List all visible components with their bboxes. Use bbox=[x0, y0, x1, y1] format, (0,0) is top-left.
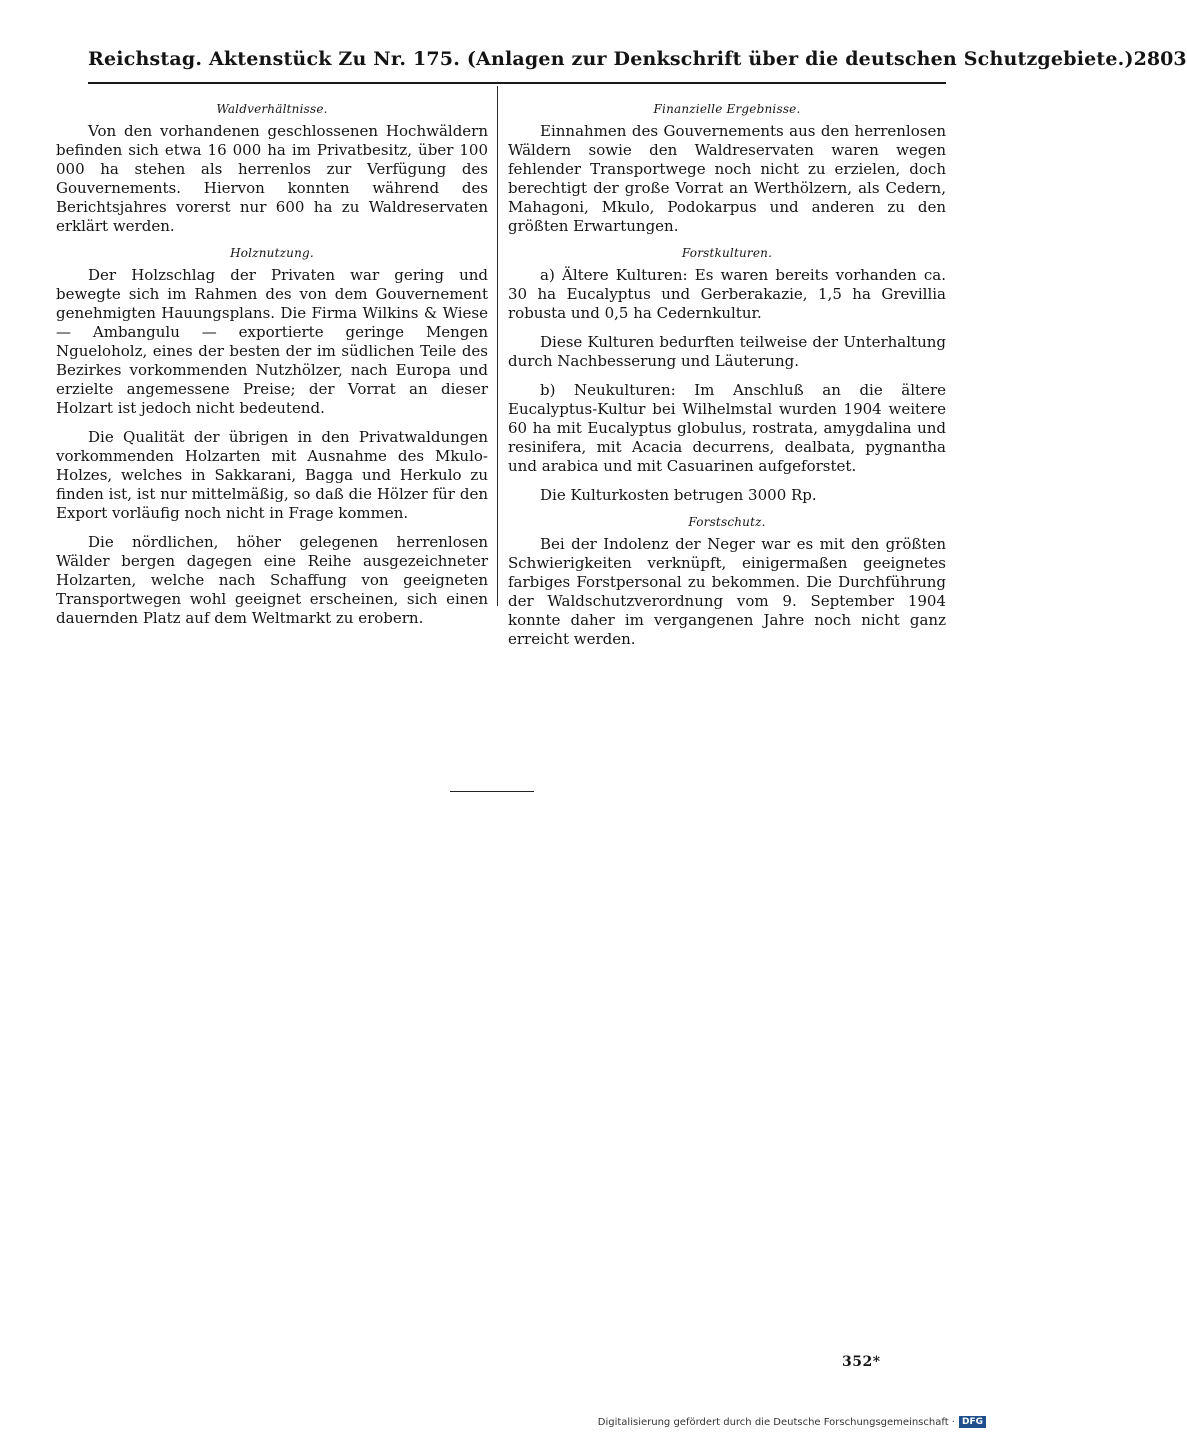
page-number: 2803 bbox=[1133, 48, 1187, 70]
paragraph: Die Kulturkosten betrugen 3000 Rp. bbox=[540, 486, 817, 504]
column-divider bbox=[497, 86, 498, 606]
section-heading-holznutzung: Holznutzung. bbox=[230, 246, 314, 260]
running-header bbox=[88, 48, 1187, 84]
paragraph: Von den vorhandenen geschlossenen Hochwäldern befinden sich etwa 16 000 ha im Privatbesitz, über 100 000 ha stehen als herrenlos zur Verfügung des Gouvernements. Hiervon konnten während des Berichtsjahres vorerst nur 600 ha zu Waldreservaten erklärt werden. bbox=[56, 122, 488, 235]
paragraph: Die Qualität der übrigen in den Privatwaldungen vorkommenden Holzarten mit Ausnahme des Mkulo-Holzes, welches in Sakkarani, Bagga und Herkulo zu finden ist, ist nur mittelmäßig, so daß die Hölzer für den Export vorläufig noch nicht in Frage kommen. bbox=[56, 428, 488, 522]
sheet-mark: 352* bbox=[842, 1354, 881, 1370]
section-heading-waldverhaeltnisse: Waldverhältnisse. bbox=[216, 102, 328, 116]
right-column bbox=[508, 98, 946, 659]
paragraph: Diese Kulturen bedurften teilweise der Unterhaltung durch Nachbesserung und Läuterung. bbox=[508, 333, 946, 370]
paragraph: a) Ältere Kulturen: Es waren bereits vorhanden ca. 30 ha Eucalyptus und Gerberakazie, 1,5 ha Grevillia robusta und 0,5 ha Cedernkultur. bbox=[508, 266, 946, 322]
left-column bbox=[56, 98, 488, 638]
section-heading-forstschutz: Forstschutz. bbox=[688, 515, 766, 529]
paragraph: Der Holzschlag der Privaten war gering und bewegte sich im Rahmen des von dem Gouvernement genehmigten Hauungsplans. Die Firma Wilkins & Wiese — Ambangulu — exportierte geringe Mengen Ngueloholz, eines der besten der im südlichen Teile des Bezirkes vorkommenden Nutzhölzer, nach Europa und erzielte angemessene Preise; der Vorrat an dieser Holzart ist jedoch nicht bedeutend. bbox=[56, 266, 488, 417]
paragraph: Die nördlichen, höher gelegenen herrenlosen Wälder bergen dagegen eine Reihe ausgezeichneter Holzarten, welche nach Schaffung von geeigneten Transportwegen wohl geeignet erscheinen, sich einen dauernden Platz auf dem Weltmarkt zu erobern. bbox=[56, 533, 488, 627]
section-heading-forstkulturen: Forstkulturen. bbox=[681, 246, 773, 260]
digitization-credit bbox=[598, 1416, 986, 1428]
section-heading-finanzielle-ergebnisse: Finanzielle Ergebnisse. bbox=[653, 102, 801, 116]
paragraph: Einnahmen des Gouvernements aus den herrenlosen Wäldern sowie den Waldreservaten waren wegen fehlender Transportwege noch nicht zu erzielen, doch berechtigt der große Vorrat an Werthölzern, als Cedern, Mahagoni, Mkulo, Podokarpus und anderen zu den größten Erwartungen. bbox=[508, 122, 946, 235]
dfg-logo: DFG bbox=[959, 1416, 986, 1428]
credit-text: Digitalisierung gefördert durch die Deutsche Forschungsgemeinschaft · bbox=[597, 1416, 955, 1428]
header-title: Reichstag. Aktenstück Zu Nr. 175. (Anlagen zur Denkschrift über die deutschen Schutzgebiete.) bbox=[88, 48, 1134, 70]
paragraph: b) Neukulturen: Im Anschluß an die ältere Eucalyptus-Kultur bei Wilhelmstal wurden 1904 weitere 60 ha mit Eucalyptus globulus, rostrata, amygdalina und resinifera, mit Acacia decurrens, dealbata, pygnantha und arabica und mit Casuarinen aufgeforstet. bbox=[508, 381, 946, 475]
paragraph: Bei der Indolenz der Neger war es mit den größten Schwierigkeiten verknüpft, einigermaßen geeignetes farbiges Forstpersonal zu bekommen. Die Durchführung der Waldschutzverordnung vom 9. September 1904 konnte daher im vergangenen Jahre noch nicht ganz erreicht werden. bbox=[508, 535, 946, 648]
end-rule bbox=[450, 791, 534, 792]
